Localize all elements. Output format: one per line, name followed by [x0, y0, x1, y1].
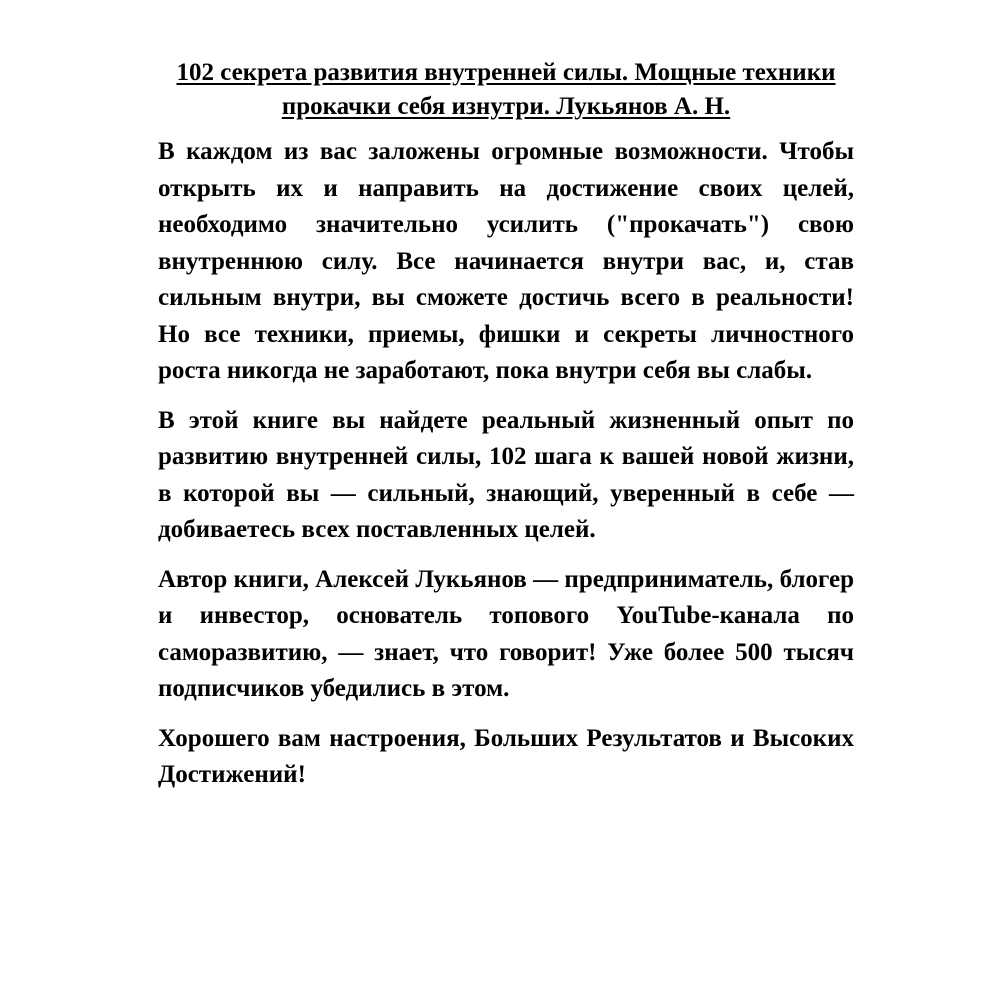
document-page	[158, 56, 854, 794]
paragraph-intro: В каждом из вас заложены огромные возможности. Чтобы открыть их и направить на достижение своих целей, необходимо значительно усилить ("прокачать") свою внутреннюю силу. Все начинается внутри вас, и, став сильным внутри, вы сможете достичь всего в реальности! Но все техники, приемы, фишки и секреты личностного роста никогда не заработают, пока внутри себя вы слабы.	[158, 138, 854, 384]
paragraph-closing: Хорошего вам настроения, Больших Результатов и Высоких Достижений!	[158, 724, 854, 788]
paragraph-book-description: В этой книге вы найдете реальный жизненный опыт по развитию внутренней силы, 102 шага к вашей новой жизни, в которой вы — сильный, знающий, уверенный в себе — добиваетесь всех поставленных целей.	[158, 406, 854, 543]
paragraph-author: Автор книги, Алексей Лукьянов — предприниматель, блогер и инвестор, основатель топового YouTube-канала по саморазвитию, — знает, что говорит! Уже более 500 тысяч подписчиков убедились в этом.	[158, 565, 854, 702]
document-title: 102 секрета развития внутренней силы. Мощные техники прокачки себя изнутри. Лукьянов А. Н.	[176, 59, 836, 120]
